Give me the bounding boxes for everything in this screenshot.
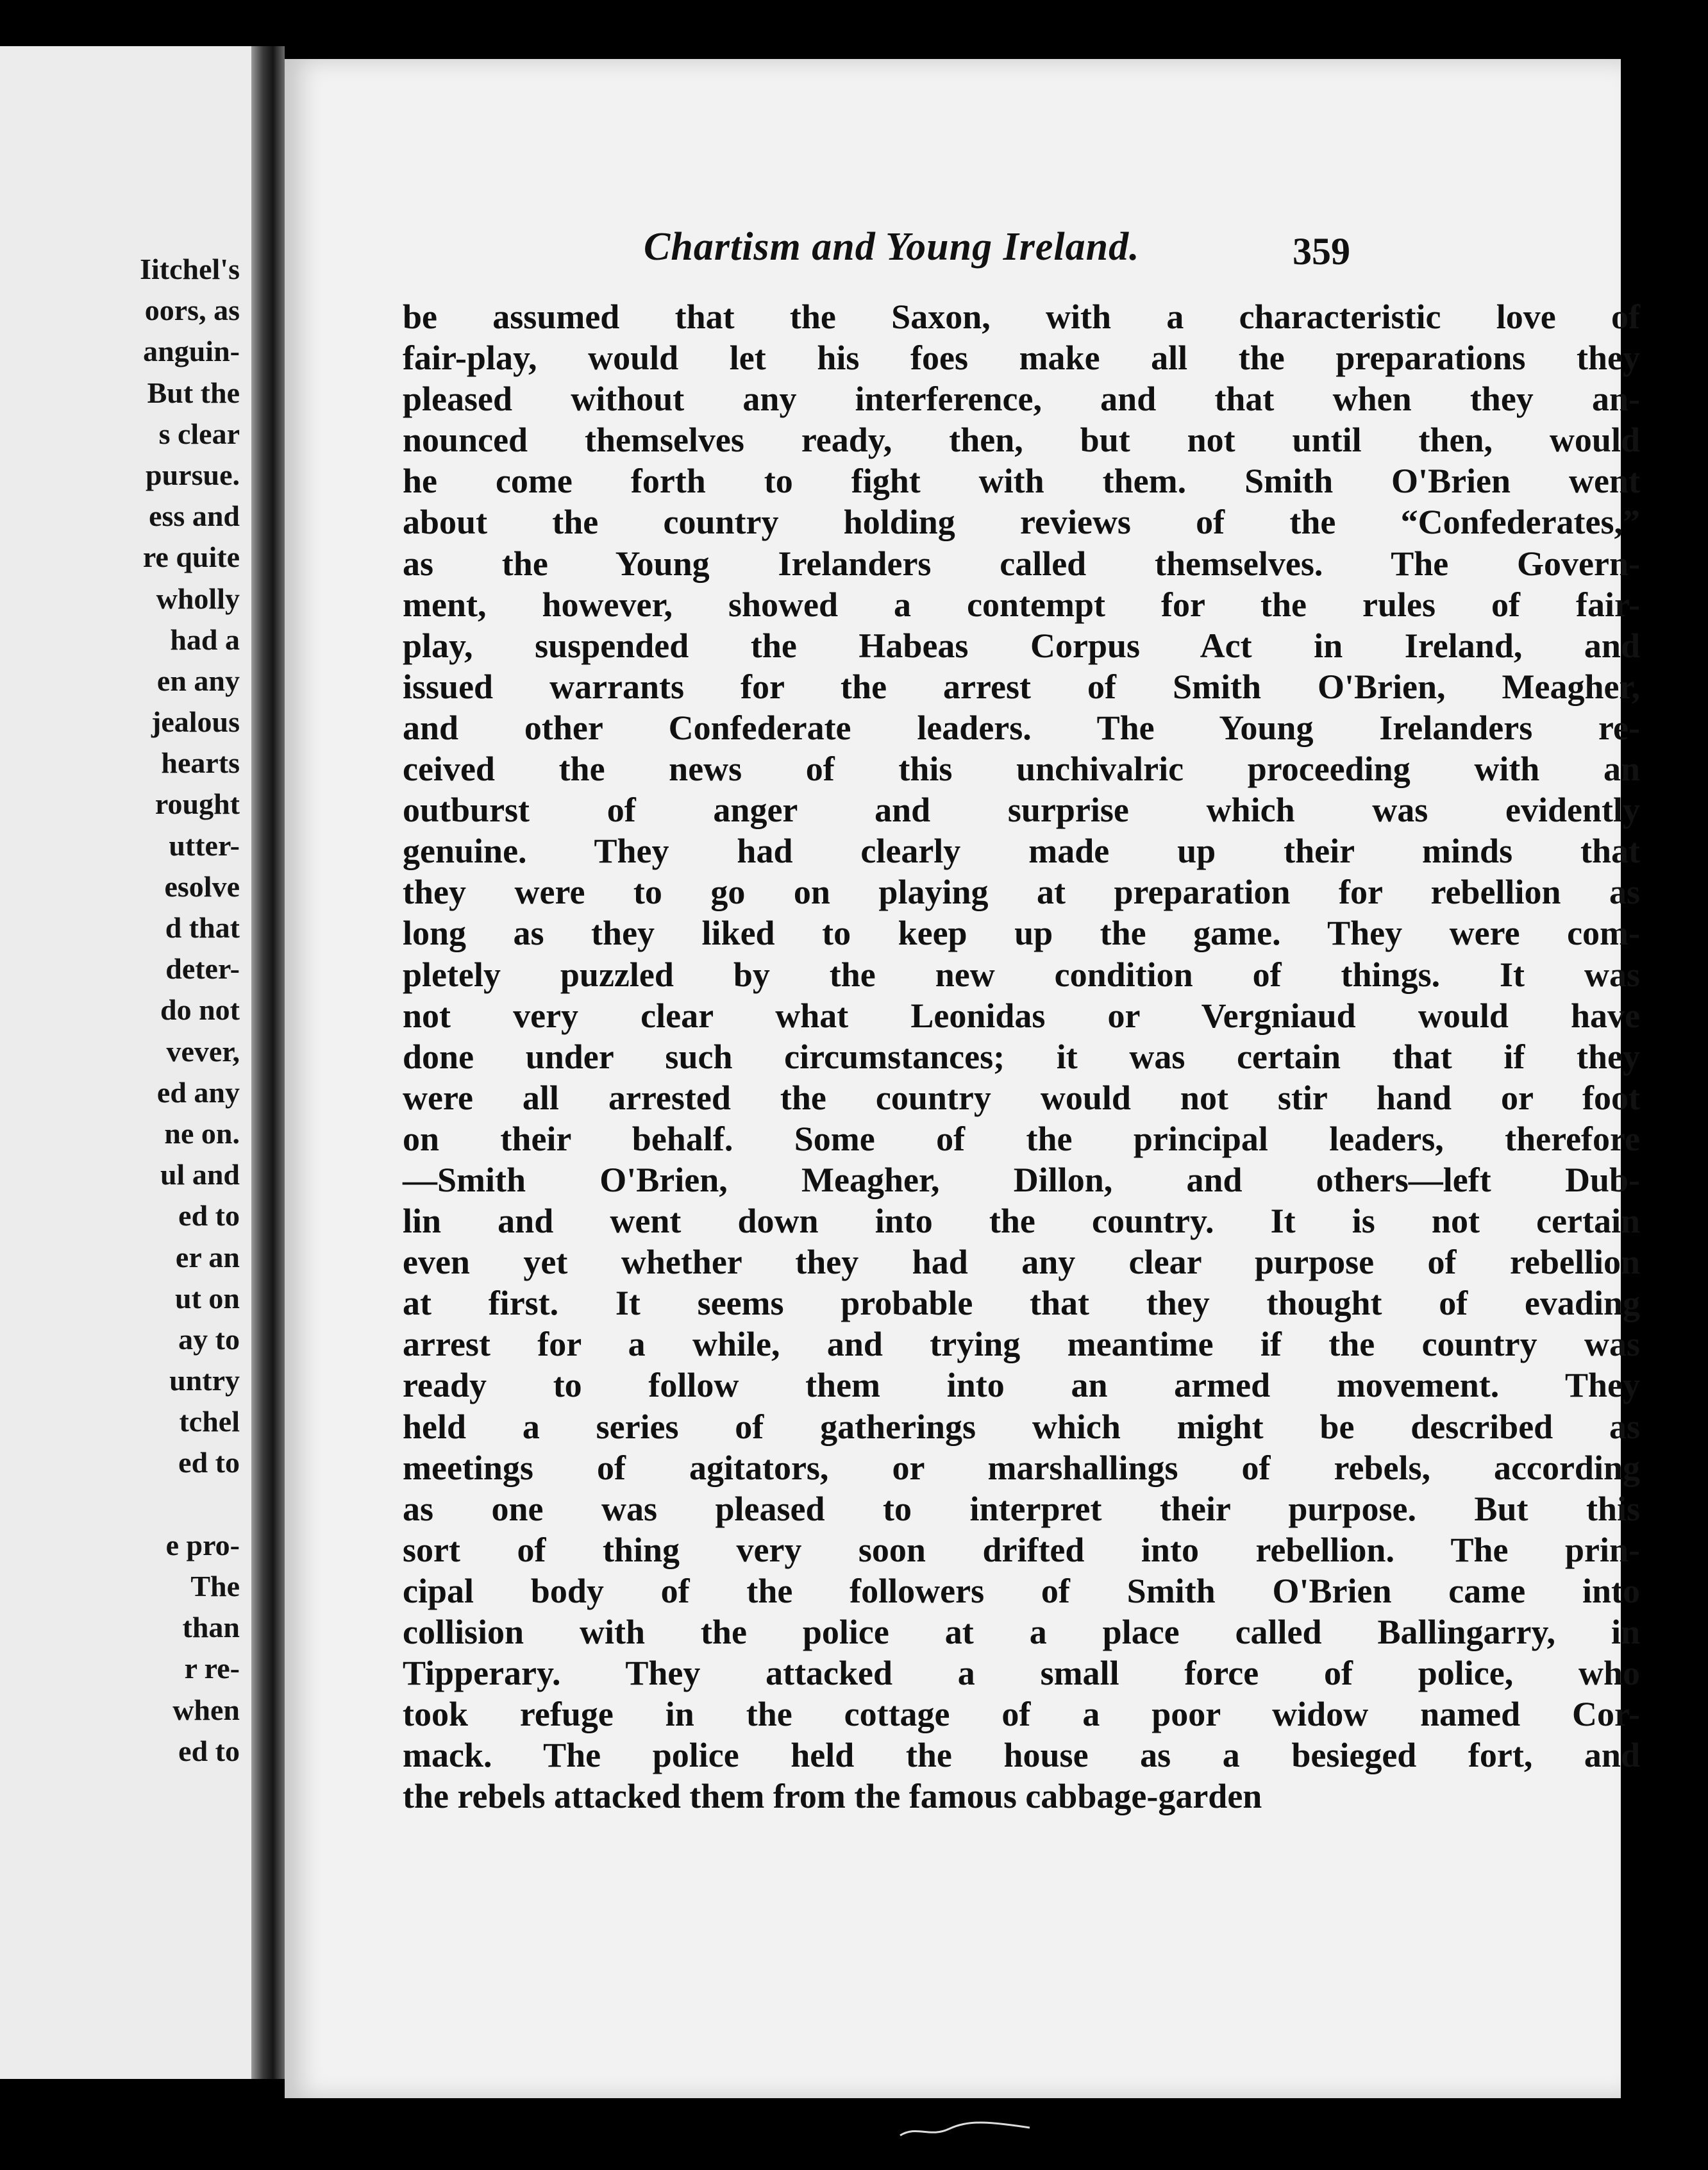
left-fragment-line: d that [165, 911, 240, 944]
left-fragment-line: rought [155, 787, 240, 821]
text-line: lin and went down into the country. It is not certain [403, 1202, 1640, 1241]
left-fragment-line: anguin- [143, 335, 240, 368]
left-fragment-line: The [190, 1570, 240, 1602]
text-line: ready to follow them into an armed movement. They [403, 1366, 1640, 1405]
text-line: cipal body of the followers of Smith O'Brien came into [403, 1571, 1640, 1610]
left-fragment-line: deter- [165, 952, 240, 986]
text-line: ceived the news of this unchivalric proceeding with an [403, 750, 1640, 789]
left-fragment-line: ne on. [164, 1116, 240, 1150]
running-head: Chartism and Young Ireland. [644, 225, 1140, 269]
left-fragment-line: r re- [184, 1652, 240, 1685]
text-line: meetings of agitators, or marshallings of rebels, according [403, 1448, 1640, 1487]
left-fragment-line: wholly [156, 582, 240, 615]
text-line: —Smith O'Brien, Meagher, Dillon, and others—left Dub- [403, 1160, 1640, 1199]
left-fragment-line: Iitchel's [140, 253, 240, 285]
text-line: took refuge in the cottage of a poor widow named Cor- [403, 1695, 1640, 1734]
left-page [0, 46, 251, 2079]
text-line: even yet whether they had any clear purpose of rebellion [403, 1243, 1640, 1282]
text-line: fair-play, would let his foes make all the preparations they [403, 339, 1640, 378]
left-fragment-line: vever, [166, 1034, 240, 1068]
left-fragment-line: ed to [178, 1734, 240, 1767]
left-fragment-line: But the [147, 376, 240, 409]
left-fragment-line: untry [169, 1364, 240, 1397]
page-number: 359 [1293, 230, 1350, 273]
left-fragment-line: utter- [169, 828, 240, 862]
left-fragment-line: pursue. [146, 458, 240, 491]
left-fragment-line: ed to [178, 1199, 240, 1232]
text-line: nounced themselves ready, then, but not until then, would [403, 421, 1640, 460]
text-line: as one was pleased to interpret their purpose. But this [403, 1489, 1640, 1528]
left-fragment-line: ul and [160, 1158, 240, 1191]
text-line: outburst of anger and surprise which was evidently [403, 791, 1640, 830]
text-line: held a series of gatherings which might be described as [403, 1407, 1640, 1446]
text-line: and other Confederate leaders. The Young Irelanders re- [403, 708, 1640, 747]
left-fragment-line: ut on [175, 1281, 240, 1315]
text-line: mack. The police held the house as a besieged fort, and [403, 1736, 1640, 1775]
text-line: as the Young Irelanders called themselves. The Govern- [403, 544, 1640, 583]
left-fragment-line: jealous [151, 705, 240, 739]
text-line: arrest for a while, and trying meantime if the country was [403, 1325, 1640, 1364]
left-fragment-line [9, 1484, 240, 1525]
left-fragment-line: ay to [178, 1322, 240, 1356]
left-fragment-line: ed to [178, 1446, 240, 1479]
text-line: sort of thing very soon drifted into rebellion. The prin- [403, 1530, 1640, 1569]
text-line: pletely puzzled by the new condition of things. It was [403, 955, 1640, 994]
body-text [403, 296, 1640, 1817]
text-line: issued warrants for the arrest of Smith O'Brien, Meagher, [403, 667, 1640, 706]
text-line: long as they liked to keep up the game. They were com- [403, 914, 1640, 953]
text-line: the rebels attacked them from the famous cabbage-garden [403, 1777, 1262, 1816]
right-page [285, 59, 1640, 2098]
text-line: play, suspended the Habeas Corpus Act in Ireland, and [403, 626, 1640, 665]
text-line: he come forth to fight with them. Smith O'Brien went [403, 462, 1640, 501]
text-line: at first. It seems probable that they thought of evading [403, 1284, 1640, 1323]
book-gutter [251, 46, 285, 2079]
left-fragment-line: oors, as [144, 294, 240, 327]
left-fragment-line: esolve [164, 870, 240, 903]
scan-scratch-mark [898, 2116, 1032, 2142]
text-line: not very clear what Leonidas or Vergniaud would have [403, 996, 1640, 1035]
left-fragment-line: had a [170, 623, 240, 656]
left-fragment-line: en any [156, 664, 240, 697]
text-line: collision with the police at a place called Ballingarry, in [403, 1613, 1640, 1651]
left-fragment-line: er an [175, 1240, 240, 1274]
left-fragment-line: hearts [161, 746, 240, 780]
left-fragment-line: s clear [158, 417, 240, 450]
left-fragment-line: e pro- [165, 1528, 240, 1561]
left-fragment-line: do not [160, 993, 240, 1027]
left-fragment-line: tchel [179, 1405, 240, 1438]
left-fragment-line: ed any [156, 1075, 240, 1109]
text-line: genuine. They had clearly made up their minds that [403, 832, 1640, 871]
text-line: were all arrested the country would not stir hand or foot [403, 1078, 1640, 1117]
text-line: about the country holding reviews of the “Confederates,” [403, 503, 1640, 542]
left-fragment-line: when [172, 1693, 240, 1726]
text-line: they were to go on playing at preparation for rebellion as [403, 873, 1640, 912]
left-fragment-line: ess and [149, 500, 240, 533]
text-line: ment, however, showed a contempt for the rules of fair- [403, 585, 1640, 624]
text-line: done under such circumstances; it was certain that if they [403, 1037, 1640, 1076]
text-line: be assumed that the Saxon, with a characteristic love of [403, 298, 1640, 336]
text-line: Tipperary. They attacked a small force of police, who [403, 1654, 1640, 1693]
text-line: on their behalf. Some of the principal leaders, therefore [403, 1119, 1640, 1158]
left-fragment-line: than [182, 1611, 240, 1644]
left-page-text [9, 249, 240, 1772]
text-line: pleased without any interference, and that when they an- [403, 380, 1640, 419]
left-fragment-line: re quite [142, 541, 240, 574]
